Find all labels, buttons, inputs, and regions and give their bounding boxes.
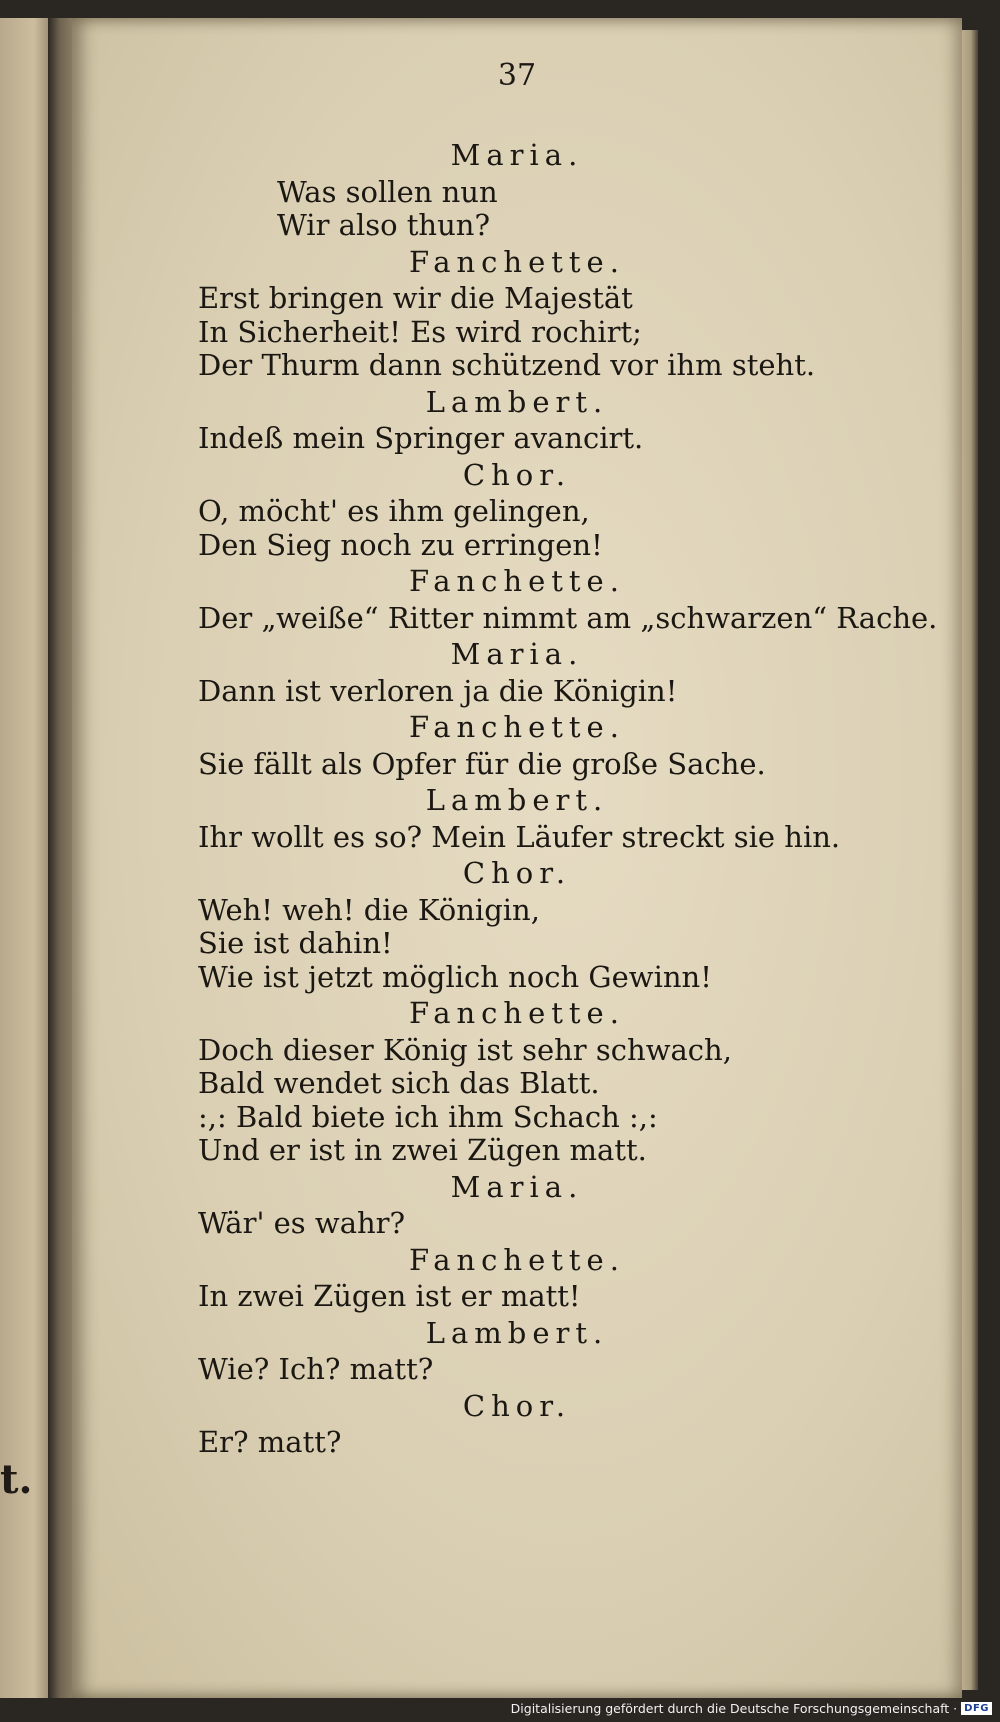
- verse-line: In Sicherheit! Es wird rochirt;: [198, 314, 642, 349]
- verse-line: Erst bringen wir die Majestät: [198, 281, 633, 315]
- page-text: [72, 136, 962, 1460]
- book-page: [72, 18, 962, 1698]
- verse-line: In zwei Zügen ist er matt!: [198, 1279, 581, 1313]
- speaker-name: Chor.: [462, 457, 572, 492]
- dfg-logo: DFG: [961, 1702, 992, 1715]
- footer-credit: Digitalisierung gefördert durch die Deutsche Forschungsgemeinschaft ·: [510, 1701, 958, 1716]
- page-edge: [960, 30, 978, 1690]
- verse-line: Wie? Ich? matt?: [198, 1352, 434, 1386]
- verse-line: Doch dieser König ist sehr schwach,: [198, 1032, 732, 1067]
- verse-line: Wär' es wahr?: [198, 1206, 406, 1240]
- speaker-name: Chor.: [462, 1388, 572, 1423]
- speaker-name: Chor.: [462, 856, 572, 890]
- verse-line: O, möcht' es ihm gelingen,: [198, 494, 590, 528]
- verse-line: Den Sieg noch zu erringen!: [198, 527, 603, 562]
- speaker-name: Lambert.: [425, 783, 609, 817]
- verse-line: Dann ist verloren ja die Königin!: [198, 673, 678, 708]
- speaker-name: Fanchette.: [409, 244, 625, 279]
- verse-line: Der Thurm dann schützend vor ihm steht.: [198, 348, 816, 382]
- footer: [511, 1701, 992, 1716]
- verse-line: Wir also thun?: [277, 208, 491, 242]
- speaker-name: Fanchette.: [409, 1242, 625, 1277]
- speaker-name: Maria.: [450, 1169, 584, 1204]
- speaker-name: Lambert.: [425, 384, 609, 419]
- verse-line: Ihr wollt es so? Mein Läufer streckt sie hin.: [198, 819, 841, 854]
- verse-line: Sie fällt als Opfer für die große Sache.: [198, 746, 766, 781]
- verse-line: Was sollen nun: [277, 174, 498, 209]
- speaker-name: Fanchette.: [409, 996, 625, 1030]
- verse-line: Und er ist in zwei Zügen matt.: [198, 1133, 647, 1167]
- speaker-name: Fanchette.: [409, 710, 625, 744]
- left-page-text-fragment: t.: [0, 1456, 33, 1503]
- verse-line: Wie ist jetzt möglich noch Gewinn!: [198, 959, 712, 994]
- page-number: 37: [497, 58, 537, 93]
- speaker-name: Fanchette.: [409, 564, 625, 598]
- verse-line: Sie ist dahin!: [198, 926, 393, 960]
- verse-line: :,: Bald biete ich ihm Schach :,:: [198, 1099, 658, 1134]
- verse-line: Der „weiße“ Ritter nimmt am „schwarzen“ Rache.: [198, 600, 938, 635]
- verse-line: Weh! weh! die Königin,: [198, 892, 540, 927]
- verse-line: Bald wendet sich das Blatt.: [198, 1066, 600, 1100]
- speaker-name: Maria.: [450, 138, 584, 172]
- verse-line: Er? matt?: [198, 1425, 342, 1459]
- speaker-name: Lambert.: [425, 1315, 609, 1350]
- speaker-name: Maria.: [450, 637, 584, 671]
- verse-line: Indeß mein Springer avancirt.: [198, 421, 644, 455]
- book-spine: [48, 18, 74, 1698]
